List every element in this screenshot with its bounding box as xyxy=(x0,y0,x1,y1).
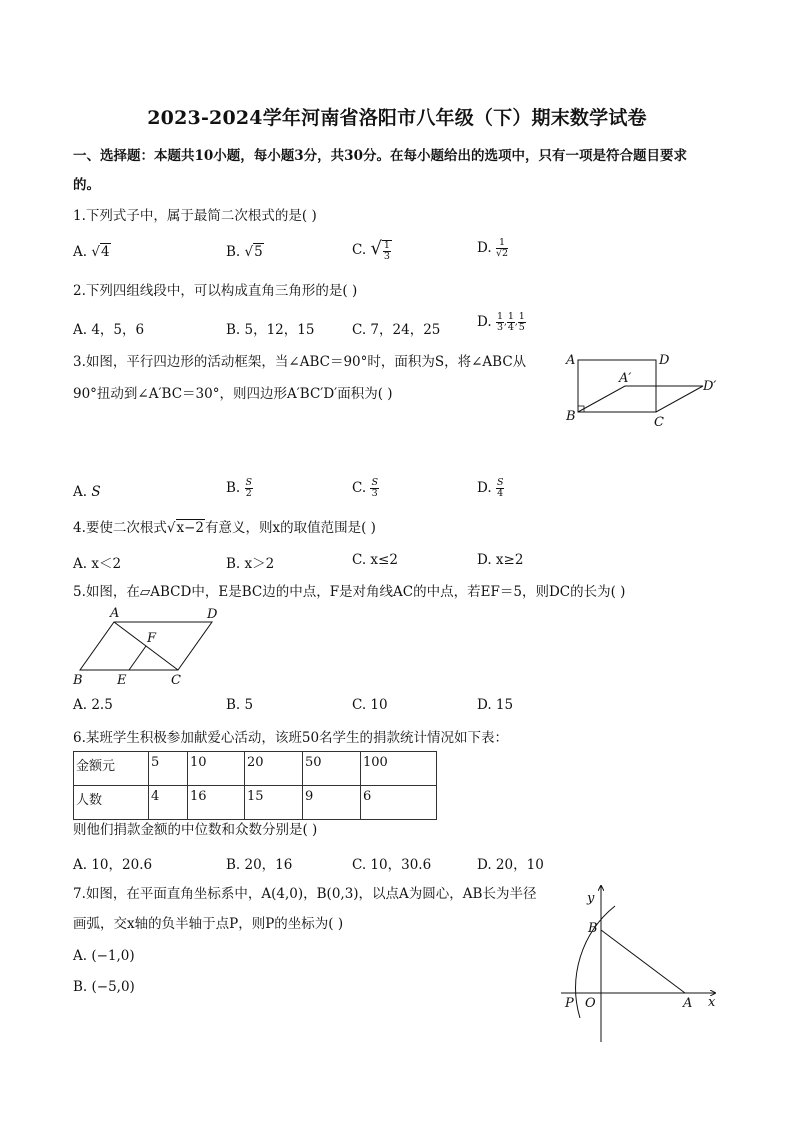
q3-stem-line1: 3.如图，平行四边形的活动框架，当∠ABC＝90°时，面积为S，将∠ABC从 xyxy=(73,354,527,370)
q2-option-d: D. $\frac{1}{3}$ , $\frac{1}{4}$ , $\frac{1}{5}$ xyxy=(477,311,525,333)
table-cell: 15 xyxy=(245,786,303,820)
option-label: D. xyxy=(477,480,492,496)
label-a: A xyxy=(566,353,576,368)
q7-option-a: A. (−1,0) xyxy=(73,948,135,964)
q1-option-a: A. √4 xyxy=(73,244,110,260)
fraction-numerator: 1 xyxy=(496,311,503,322)
q4-option-d: D. x≥2 xyxy=(477,552,524,568)
fraction-denominator: 4 xyxy=(497,488,504,499)
label-c: C xyxy=(654,415,664,430)
segment-ef xyxy=(129,646,146,670)
fraction-numerator: S xyxy=(496,477,504,488)
segment-ab xyxy=(601,930,685,993)
option-label: A. xyxy=(73,244,88,260)
table-cell: 20 xyxy=(245,752,303,786)
exam-title: 2023-2024学年河南省洛阳市八年级（下）期末数学试卷 xyxy=(147,107,647,129)
fraction-denominator: 3 xyxy=(371,488,378,499)
label-d-prime: D′ xyxy=(703,379,717,394)
table-cell: 10 xyxy=(188,752,245,786)
q5-option-b: B. 5 xyxy=(226,697,254,713)
table-cell: 9 xyxy=(303,786,361,820)
q2-option-a: A. 4，5，6 xyxy=(73,322,145,338)
q6-option-a: A. 10，20.6 xyxy=(73,857,153,873)
option-label: B. xyxy=(226,244,241,260)
q1-option-c: C. √ $\frac{1}{3}$ xyxy=(352,238,390,262)
label-p: P xyxy=(565,996,574,1011)
table-cell: 50 xyxy=(303,752,361,786)
section-heading-line1: 一、选择题：本题共10小题，每小题3分，共30分。在每小题给出的选项中，只有一项是符合题目要求 xyxy=(73,148,687,164)
q7-stem-line2: 画弧，交x轴的负半轴于点P，则P的坐标为( ) xyxy=(73,916,344,932)
section-heading-line2: 的。 xyxy=(73,177,100,193)
label-b: B xyxy=(73,673,83,688)
option-value: S xyxy=(91,484,101,500)
table-cell: 100 xyxy=(361,752,437,786)
fraction-denominator: √2 xyxy=(495,248,509,259)
q5-parallelogram-figure xyxy=(68,604,228,688)
q2-option-b: B. 5，12，15 xyxy=(226,322,315,338)
q3-parallelogram-figure xyxy=(560,348,730,433)
option-label: D. xyxy=(477,314,492,330)
q4-stem-after: 有意义，则x的取值范围是( ) xyxy=(205,520,376,536)
radicand: x−2 xyxy=(176,520,205,536)
donation-table xyxy=(73,751,437,820)
label-a-prime: A′ xyxy=(619,371,632,386)
label-a: A xyxy=(110,606,120,621)
fraction-numerator: 1 xyxy=(496,238,508,249)
q5-stem: 5.如图，在▱ABCD中，E是BC边的中点，F是对角线AC的中点，若EF＝5，则DC的长为( ) xyxy=(73,584,626,600)
q4-stem-before: 4.要使二次根式 xyxy=(73,520,167,536)
q5-option-c: C. 10 xyxy=(352,697,388,713)
q7-coordinate-figure xyxy=(555,880,735,1046)
table-row xyxy=(74,786,437,820)
fraction-numerator: 1 xyxy=(507,311,514,322)
parallelogram-a-prime xyxy=(578,386,703,412)
radicand: 5 xyxy=(254,244,263,260)
table-cell: 4 xyxy=(149,786,188,820)
q3-stem-line2: 90°扭动到∠A′BC＝30°，则四边形A′BC′D′面积为( ) xyxy=(73,386,393,402)
fraction-denominator: 5 xyxy=(518,322,525,333)
q7-option-b: B. (−5,0) xyxy=(73,979,135,995)
q6-stem: 6.某班学生积极参加献爱心活动，该班50名学生的捐款统计情况如下表： xyxy=(73,730,509,746)
q6-option-c: C. 10，30.6 xyxy=(352,857,432,873)
option-label: A. xyxy=(73,484,88,500)
radicand: 4 xyxy=(100,244,110,260)
q4-option-a: A. x＜2 xyxy=(73,556,122,572)
q6-option-b: B. 20，16 xyxy=(226,857,293,873)
label-e: E xyxy=(117,673,127,688)
q6-followup: 则他们捐款金额的中位数和众数分别是( ) xyxy=(73,822,318,838)
fraction-numerator: 1 xyxy=(383,239,390,251)
label-c: C xyxy=(171,673,181,688)
label-x: x xyxy=(708,995,716,1010)
table-cell: 人数 xyxy=(74,786,149,820)
label-a: A xyxy=(683,996,693,1011)
label-d: D xyxy=(207,607,218,622)
q2-option-c: C. 7，24，25 xyxy=(352,322,441,338)
table-cell: 16 xyxy=(188,786,245,820)
fraction-numerator: 1 xyxy=(518,311,525,322)
table-cell: 6 xyxy=(361,786,437,820)
q3-option-b xyxy=(226,478,253,499)
q1-option-b: B. √5 xyxy=(226,244,263,260)
fraction-denominator: 4 xyxy=(507,322,514,333)
fraction-denominator: 3 xyxy=(383,250,390,262)
q3-option-d xyxy=(477,478,504,499)
label-b: B xyxy=(566,409,576,424)
q7-stem-line1: 7.如图，在平面直角坐标系中，A(4,0)，B(0,3)，以点A为圆心，AB长为半径 xyxy=(73,886,537,902)
q6-option-d: D. 20，10 xyxy=(477,857,544,873)
fraction-numerator: S xyxy=(371,477,378,488)
table-cell: 金额元 xyxy=(74,752,149,786)
option-label: C. xyxy=(352,242,367,258)
q4-option-b: B. x＞2 xyxy=(226,556,275,572)
fraction-denominator: 2 xyxy=(245,488,252,499)
label-b: B xyxy=(588,921,598,936)
label-y: y xyxy=(587,891,595,906)
q4-stem: 4.要使二次根式√x−2有意义，则x的取值范围是( ) xyxy=(73,520,376,536)
fraction-numerator: S xyxy=(245,477,253,488)
q3-option-a xyxy=(73,484,101,500)
option-label: D. xyxy=(477,240,492,256)
q3-option-c xyxy=(352,478,379,499)
label-o: O xyxy=(585,996,596,1011)
table-cell: 5 xyxy=(149,752,188,786)
q5-option-d: D. 15 xyxy=(477,697,514,713)
q1-stem: 1.下列式子中，属于最简二次根式的是( ) xyxy=(73,208,317,224)
q4-option-c: C. x≤2 xyxy=(352,552,398,568)
label-d: D xyxy=(659,353,670,368)
q2-stem: 2.下列四组线段中，可以构成直角三角形的是( ) xyxy=(73,283,358,299)
label-f: F xyxy=(147,631,157,646)
option-label: C. xyxy=(352,480,367,496)
q1-option-d xyxy=(477,238,508,259)
fraction-denominator: 3 xyxy=(496,322,503,333)
table-row xyxy=(74,752,437,786)
q5-option-a: A. 2.5 xyxy=(73,697,113,713)
option-label: B. xyxy=(226,480,241,496)
